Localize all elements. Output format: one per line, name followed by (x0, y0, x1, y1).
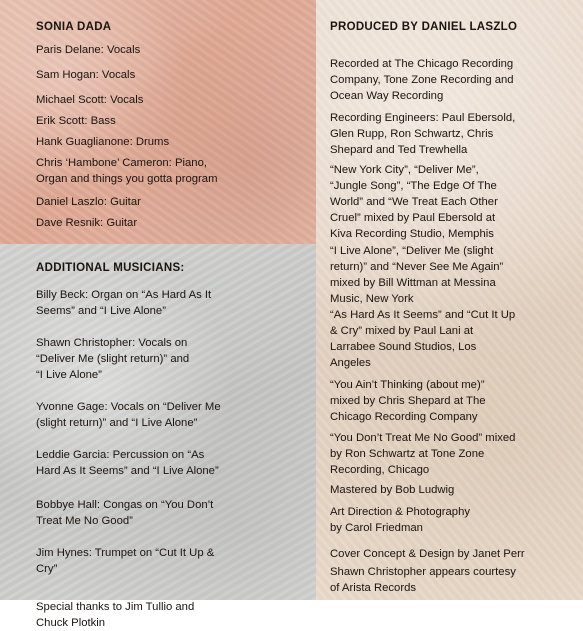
credit-entry (330, 482, 454, 498)
credit-entry-line: Company, Tone Zone Recording and (330, 74, 514, 86)
credit-entry-line: Angeles (330, 357, 371, 369)
credit-entry-line: Recorded at The Chicago Recording (330, 58, 514, 70)
band-member-entry (36, 92, 143, 108)
band-member-entry-line: Chris ‘Hambone’ Cameron: Piano, (36, 157, 207, 169)
credit-entry-line: Chicago Recording Company (330, 411, 478, 423)
band-member-entry-line: Michael Scott: Vocals (36, 94, 144, 106)
band-member-entry (36, 113, 116, 129)
credit-entry-line: Art Direction & Photography (330, 506, 471, 518)
credit-entry (330, 377, 486, 425)
additional-musician-entry-line: Chuck Plotkin (36, 617, 106, 629)
credit-entry-line: “You Don’t Treat Me No Good” mixed (330, 432, 516, 444)
band-member-entry-line: Erik Scott: Bass (36, 115, 116, 127)
credit-entry-line: Shepard and Ted Trewhella (330, 144, 468, 156)
band-member-entry (36, 215, 137, 231)
credit-entry-line: & Cry” mixed by Paul Lani at (330, 325, 474, 337)
credit-entry-line: Recording, Chicago (330, 464, 430, 476)
credit-entry-line: Kiva Recording Studio, Memphis (330, 228, 494, 240)
band-member-entry-line: Sam Hogan: Vocals (36, 69, 136, 81)
credit-entry (330, 243, 503, 307)
credit-entry (330, 504, 470, 536)
band-member-entry-line: Organ and things you gotta program (36, 173, 218, 185)
credit-entry-line: mixed by Bill Wittman at Messina (330, 277, 496, 289)
credit-entry-line: Music, New York (330, 293, 414, 305)
band-member-entry (36, 67, 135, 83)
credit-entry-line: return)” and “Never See Me Again” (330, 261, 504, 273)
band-member-entry (36, 194, 141, 210)
additional-musician-entry-line: Jim Hynes: Trumpet on “Cut It Up & (36, 547, 215, 559)
credit-entry (330, 307, 515, 371)
credit-entry-line: “New York City”, “Deliver Me”, (330, 164, 479, 176)
additional-musician-entry (36, 545, 214, 577)
credit-entry (330, 546, 525, 562)
credit-entry-line: by Carol Friedman (330, 522, 423, 534)
additional-musician-entry-line: Bobbye Hall: Congas on “You Don’t (36, 499, 214, 511)
credit-entry (330, 430, 515, 478)
credit-entry-line: Cover Concept & Design by Janet Perr (330, 548, 525, 560)
additional-musician-entry (36, 599, 194, 631)
credit-entry (330, 110, 515, 158)
additional-musician-entry (36, 287, 211, 319)
additional-musician-entry (36, 399, 221, 431)
additional-musician-entry-line: “I Live Alone” (36, 369, 102, 381)
credit-entry-line: “Jungle Song”, “The Edge Of The (330, 180, 497, 192)
band-member-entry-line: Hank Guaglianone: Drums (36, 136, 170, 148)
band-member-entry (36, 134, 169, 150)
additional-musician-entry-line: Billy Beck: Organ on “As Hard As It (36, 289, 212, 301)
additional-musician-entry-line: Treat Me No Good” (36, 515, 133, 527)
band-member-entry-line: Dave Resnik: Guitar (36, 217, 138, 229)
credit-entry (330, 56, 514, 104)
credit-entry-line: “As Hard As It Seems” and “Cut It Up (330, 309, 516, 321)
credit-entry (330, 564, 516, 596)
credit-entry-line: Larrabee Sound Studios, Los (330, 341, 477, 353)
additional-musician-entry-line: Leddie Garcia: Percussion on “As (36, 449, 205, 461)
credit-entry-line: Ocean Way Recording (330, 90, 444, 102)
credit-entry (330, 162, 498, 242)
band-member-entry (36, 42, 140, 58)
band-name-heading: SONIA DADA (36, 21, 112, 33)
additional-musicians-heading: ADDITIONAL MUSICIANS: (36, 262, 185, 274)
additional-musician-entry (36, 447, 219, 479)
band-member-entry-line: Daniel Laszlo: Guitar (36, 196, 141, 208)
additional-musician-entry-line: Cry” (36, 563, 58, 575)
additional-musician-entry (36, 497, 213, 529)
credit-entry-line: Mastered by Bob Ludwig (330, 484, 455, 496)
additional-musician-entry (36, 335, 189, 383)
additional-musician-entry-line: “Deliver Me (slight return)” and (36, 353, 190, 365)
credit-entry-line: of Arista Records (330, 582, 417, 594)
credit-entry-line: Cruel” mixed by Paul Ebersold at (330, 212, 496, 224)
credit-entry-line: Shawn Christopher appears courtesy (330, 566, 516, 578)
additional-musician-entry-line: Yvonne Gage: Vocals on “Deliver Me (36, 401, 221, 413)
credit-entry-line: by Ron Schwartz at Tone Zone (330, 448, 485, 460)
credit-entry-line: “I Live Alone”, “Deliver Me (slight (330, 245, 494, 257)
production-credits-panel (316, 0, 583, 600)
credit-entry-line: Glen Rupp, Ron Schwartz, Chris (330, 128, 494, 140)
additional-musician-entry-line: Shawn Christopher: Vocals on (36, 337, 188, 349)
producer-heading: PRODUCED BY DANIEL LASZLO (330, 21, 518, 33)
band-member-entry-line: Paris Delane: Vocals (36, 44, 141, 56)
additional-musician-entry-line: (slight return)” and “I Live Alone” (36, 417, 198, 429)
additional-musician-entry-line: Hard As It Seems” and “I Live Alone” (36, 465, 219, 477)
credit-entry-line: “You Ain’t Thinking (about me)” (330, 379, 485, 391)
additional-musician-entry-line: Seems” and “I Live Alone” (36, 305, 166, 317)
band-members-panel (0, 0, 316, 244)
credit-entry-line: Recording Engineers: Paul Ebersold, (330, 112, 516, 124)
credit-entry-line: mixed by Chris Shepard at The (330, 395, 486, 407)
credit-entry-line: World” and “We Treat Each Other (330, 196, 498, 208)
additional-musicians-panel (0, 244, 316, 629)
additional-musician-entry-line: Special thanks to Jim Tullio and (36, 601, 195, 613)
band-member-entry (36, 155, 218, 187)
